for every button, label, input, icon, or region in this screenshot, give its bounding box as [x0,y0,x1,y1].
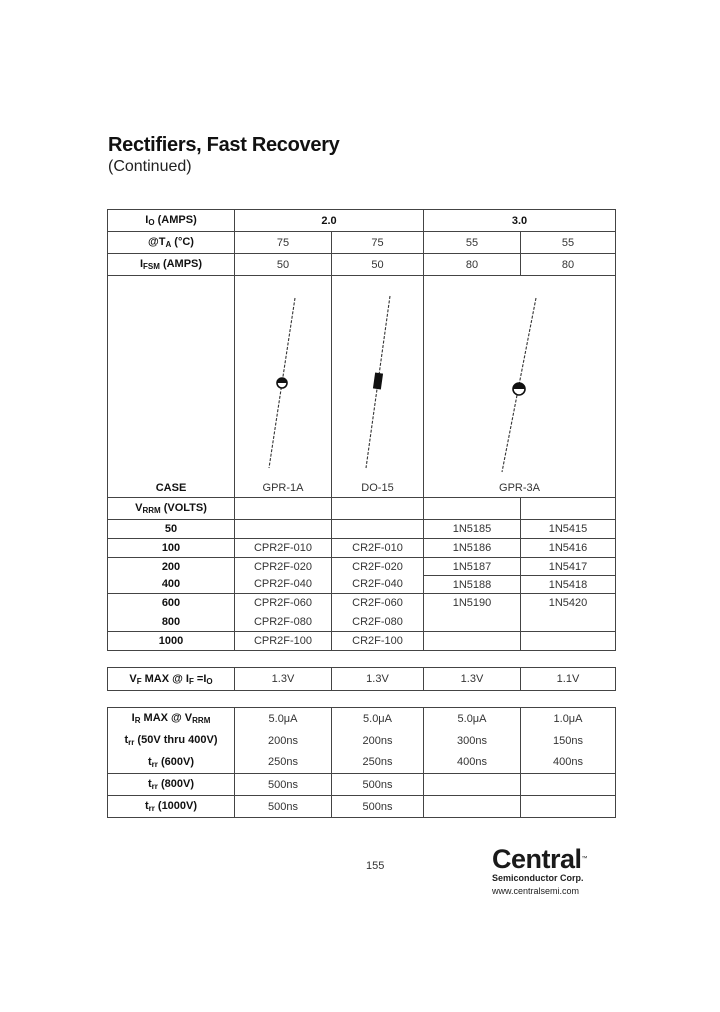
part-number [235,520,332,539]
vrrm-header-row [108,498,616,520]
ifsm-value: 80 [521,254,616,276]
vf-value: 1.1V [521,668,616,691]
trr-value: 500ns [235,796,332,818]
part-number: CPR2F-100 [235,632,332,651]
ta-label: $@T_A$ (°C) [108,232,235,254]
case-row [108,276,616,498]
ta-value: 75 [332,232,424,254]
vf-table [107,667,616,691]
ifsm-row [108,254,616,276]
trr-value [521,796,616,818]
ifsm-value: 80 [424,254,521,276]
part-number [521,632,616,651]
ta-row [108,232,616,254]
part-number: CPR2F-040 [235,576,332,594]
trr-row [108,752,616,774]
part-number [424,613,521,632]
page-subtitle: (Continued) [108,158,192,175]
part-number: CR2F-080 [332,613,424,632]
ifsm-label: $I_{FSM}$ (AMPS) [108,254,235,276]
leakage-table [107,707,616,818]
ta-value: 55 [424,232,521,254]
part-number: CPR2F-010 [235,539,332,558]
page-number: 155 [366,860,385,872]
trr-value: 150ns [521,730,616,752]
table-row [108,632,616,651]
part-number: 1N5185 [424,520,521,539]
table-row [108,539,616,558]
part-number: CPR2F-060 [235,594,332,613]
part-number: CR2F-040 [332,576,424,594]
logo-subtitle: Semiconductor Corp. [492,873,584,883]
vrrm-voltage: 50 [108,520,235,539]
part-number: 1N5420 [521,594,616,613]
case-name-do-15: DO-15 [361,482,394,494]
trr-value: 200ns [332,730,424,752]
case-cell-gpr-1a [235,276,332,498]
part-number: 1N5416 [521,539,616,558]
part-number: 1N5417 [521,558,616,576]
ir-row [108,708,616,730]
company-logo [492,845,622,897]
logo-url: www.centralsemi.com [492,886,580,896]
table-row [108,594,616,613]
trr-label: $t_{rr}$ (600V) [108,752,235,774]
case-name-gpr-3a: GPR-3A [499,482,540,494]
trr-value: 250ns [235,752,332,774]
vrrm-voltage: 1000 [108,632,235,651]
vrrm-voltage: 200 [108,558,235,576]
vrrm-voltage: 600 [108,594,235,613]
part-number: CR2F-060 [332,594,424,613]
ir-value: 1.0μA [521,708,616,730]
trr-value: 300ns [424,730,521,752]
table-row [108,576,616,594]
trr-value: 250ns [332,752,424,774]
io-value: 2.0 [235,210,424,232]
trr-value: 500ns [332,774,424,796]
trr-row [108,730,616,752]
trr-row [108,774,616,796]
diode-gpr-1a-icon [235,276,332,498]
io-value: 3.0 [424,210,616,232]
ifsm-value: 50 [332,254,424,276]
vrrm-voltage: 800 [108,613,235,632]
trr-value [424,774,521,796]
trr-value [521,774,616,796]
vf-row [108,668,616,691]
case-name-gpr-1a: GPR-1A [262,482,304,494]
part-number: CPR2F-080 [235,613,332,632]
part-number: 1N5188 [424,576,521,594]
part-number [521,613,616,632]
vf-label: $V_F$ MAX @ $I_F =I_O$ [108,668,235,691]
case-cell-do-15 [332,276,424,498]
io-row [108,210,616,232]
trr-value: 500ns [332,796,424,818]
trr-row [108,796,616,818]
case-label-cell [108,276,235,498]
vrrm-voltage: 100 [108,539,235,558]
part-number: 1N5186 [424,539,521,558]
trr-value [424,796,521,818]
ta-value: 75 [235,232,332,254]
ir-value: 5.0μA [424,708,521,730]
ir-label: $I_R$ MAX @ $V_{RRM}$ [108,708,235,730]
table-row [108,520,616,539]
table-row [108,558,616,576]
vf-value: 1.3V [332,668,424,691]
trr-value: 400ns [424,752,521,774]
ir-value: 5.0μA [332,708,424,730]
part-number: CR2F-020 [332,558,424,576]
part-number: CPR2F-020 [235,558,332,576]
trr-label: $t_{rr}$ (50V thru 400V) [108,730,235,752]
case-cell-gpr-3a [424,276,616,498]
ifsm-value: 50 [235,254,332,276]
page-title: Rectifiers, Fast Recovery [108,134,340,156]
vrrm-voltage: 400 [108,576,235,594]
part-number: 1N5415 [521,520,616,539]
ta-value: 55 [521,232,616,254]
specs-table [107,209,616,651]
vrrm-label: $V_{RRM}$ (VOLTS) [108,498,235,520]
part-number [424,632,521,651]
ir-value: 5.0μA [235,708,332,730]
logo-name: Central™ [492,844,588,874]
part-number: 1N5418 [521,576,616,594]
case-label: CASE [155,482,187,494]
trr-label: $t_{rr}$ (1000V) [108,796,235,818]
part-number: 1N5190 [424,594,521,613]
trr-label: $t_{rr}$ (800V) [108,774,235,796]
part-number: CR2F-010 [332,539,424,558]
table-row [108,613,616,632]
part-number [332,520,424,539]
diode-do-15-icon [332,276,424,498]
vf-value: 1.3V [424,668,521,691]
trr-value: 200ns [235,730,332,752]
part-number: CR2F-100 [332,632,424,651]
part-number: 1N5187 [424,558,521,576]
trr-value: 500ns [235,774,332,796]
diode-gpr-3a-icon [424,276,616,498]
trr-value: 400ns [521,752,616,774]
io-label: $I_O$ (AMPS) [108,210,235,232]
vf-value: 1.3V [235,668,332,691]
